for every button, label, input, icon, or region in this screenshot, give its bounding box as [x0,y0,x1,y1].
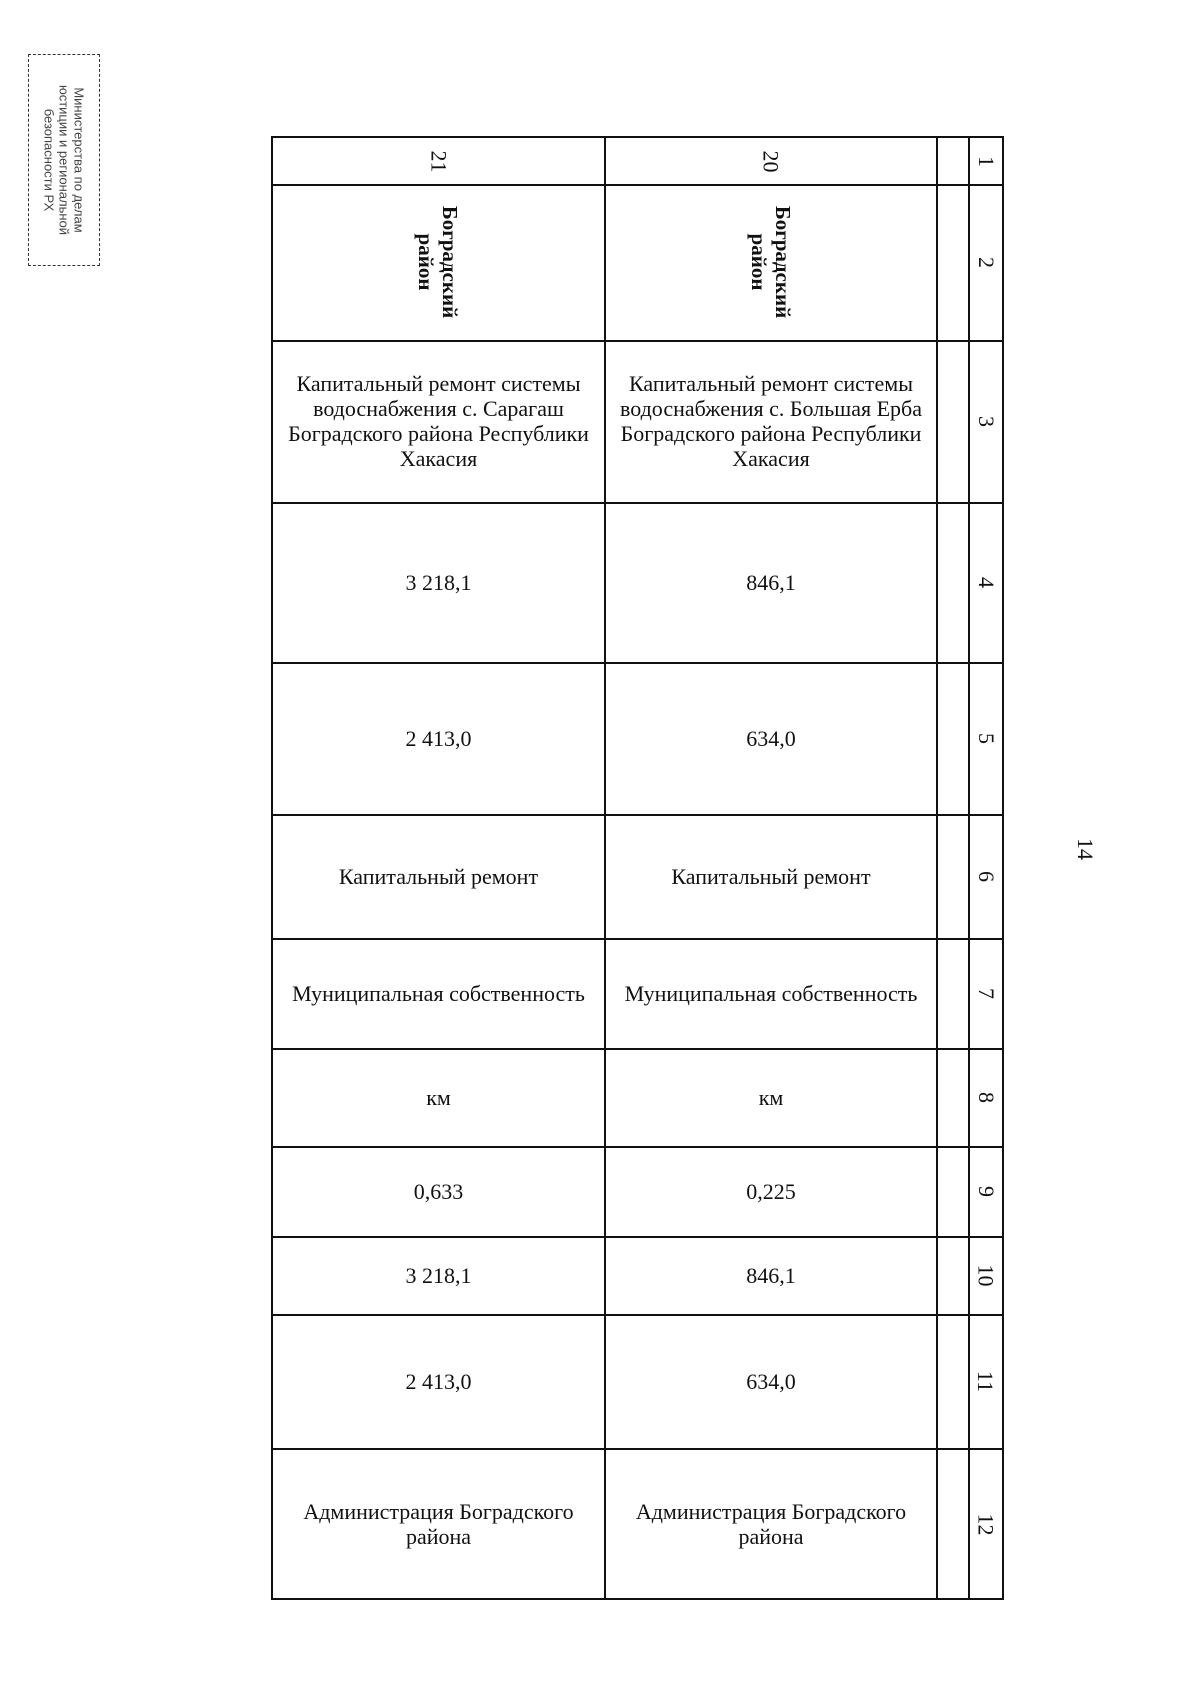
stamp-line: безопасности РХ [41,108,57,212]
table-cell: 3 218,1 [405,1262,472,1288]
table-cell: 634,0 [746,725,796,751]
page-number: 14 [1073,838,1098,860]
stamp-line: юстиции и региональной [56,84,72,236]
table-cell: 3 218,1 [405,569,472,595]
table-cell: 846,1 [746,1262,796,1288]
table-cell: 634,0 [746,1368,796,1394]
table-cell: Администрация Боградского района [303,1499,574,1549]
table-cell: Капитальный ремонт [671,863,871,889]
table-divider [936,138,938,1598]
district-cell: Боградский район [414,205,463,319]
column-number: 2 [973,256,999,268]
column-number: 11 [973,1370,999,1392]
column-number: 6 [973,870,999,882]
district-cell: Боградский район [747,205,795,319]
stamp-line: Министерства по делам [71,87,87,233]
object-name-cell: Капитальный ремонт системы водоснабжения с. Сарагаш Боградского района Республики Хакасия [288,371,589,471]
table-cell: Муниципальная собственность [624,980,918,1006]
table-cell: 2 413,0 [405,1368,472,1394]
table-cell: Капитальный ремонт [338,863,539,889]
table-cell: 846,1 [746,569,796,595]
column-number: 9 [973,1185,999,1197]
table-cell: Администрация Боградского района [635,1499,907,1549]
column-number: 1 [973,155,999,167]
column-number: 3 [973,415,999,427]
column-number: 7 [973,987,999,999]
row-number: 21 [426,150,451,172]
row-number: 20 [758,150,784,172]
column-number: 4 [973,576,999,588]
stamp-text [42,55,87,265]
table-cell: 0,225 [746,1178,796,1204]
data-table [271,136,1004,1600]
table-cell: 2 413,0 [405,725,472,751]
table-cell: Муниципальная собственность [292,980,585,1006]
column-number: 8 [973,1091,999,1103]
column-number: 5 [973,732,999,744]
table-cell: км [426,1084,451,1110]
column-number: 10 [973,1264,999,1286]
registration-stamp [28,54,100,266]
column-number: 12 [973,1513,999,1535]
table-cell: км [758,1084,784,1110]
object-name-cell: Капитальный ремонт системы водоснабжения с. Большая Ерба Боградского района Республики Хакасия [620,371,922,471]
table-cell: 0,633 [413,1178,464,1204]
